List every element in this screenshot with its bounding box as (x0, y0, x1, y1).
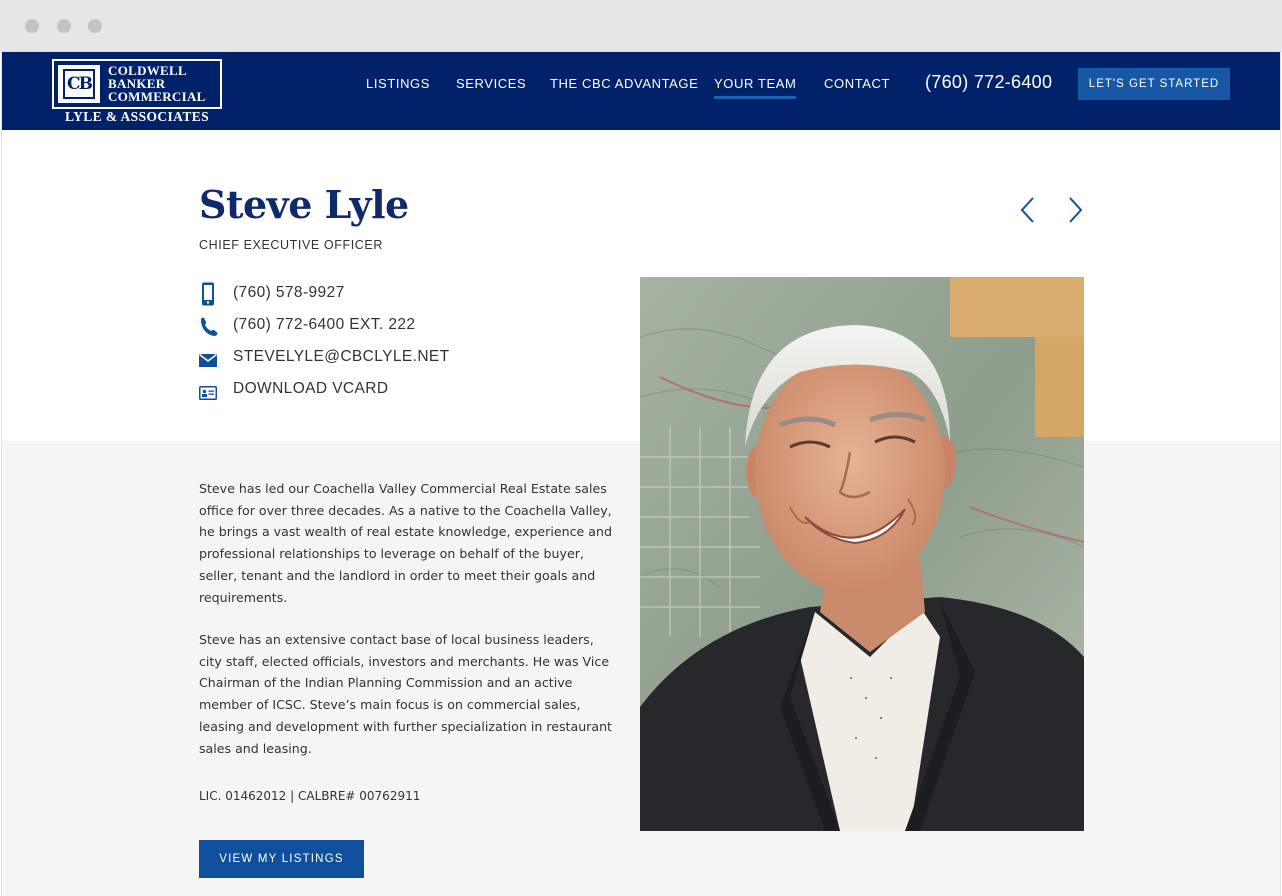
chevron-right-icon[interactable] (1062, 196, 1088, 224)
logo-wordmark (108, 64, 220, 103)
nav-listings[interactable]: LISTINGS (366, 76, 431, 91)
bio-paragraph-2: Steve has an extensive contact base of local business leaders, city staff, elected officials, investors and merchants. He was Vice Chairman of the Indian Planning Commission and an active member of ICSC. Steve’s main focus is on commercial sales, leasing and development with further specialization in restaurant sales and leasing. (199, 632, 612, 756)
id-card-icon (199, 378, 219, 402)
logo-mark (58, 65, 100, 103)
company-logo[interactable] (52, 59, 222, 127)
logo-line-3: COMMERCIAL (108, 89, 206, 104)
view-listings-button[interactable]: VIEW MY LISTINGS (199, 840, 364, 878)
site-header (2, 52, 1280, 130)
logo-line-2: BANKER (108, 76, 166, 91)
license-info: LIC. 01462012 | CALBRE# 00762911 (199, 789, 421, 803)
nav-contact[interactable]: CONTACT (824, 76, 891, 91)
bio-paragraph-1: Steve has led our Coachella Valley Commercial Real Estate sales office for over three decades. As a native to the Coachella Valley, he brings a vast wealth of real estate knowledge, experience and professional relationships to leverage on behalf of the buyer, seller, tenant and the landlord in order to meet their goals and requirements. (199, 481, 612, 605)
nav-cbc-advantage[interactable]: THE CBC ADVANTAGE (550, 76, 699, 91)
browser-chrome (0, 0, 1282, 52)
header-phone-link[interactable]: (760) 772-6400 (925, 72, 1053, 92)
window-zoom-dot[interactable] (88, 19, 102, 33)
profile-name: Steve Lyle (199, 182, 409, 227)
logo-subtitle: LYLE & ASSOCIATES (64, 109, 210, 124)
mobile-phone-icon (199, 282, 219, 306)
window-minimize-dot[interactable] (57, 19, 71, 33)
profile-photo (640, 277, 1084, 831)
nav-your-team[interactable]: YOUR TEAM (714, 76, 797, 91)
get-started-button[interactable]: LET'S GET STARTED (1078, 68, 1230, 100)
email-address: STEVELYLE@CBCLYLE.NET (233, 348, 450, 365)
vcard-download-link: DOWNLOAD VCARD (233, 380, 389, 397)
logo-box (52, 59, 222, 109)
logo-line-1: COLDWELL (108, 63, 187, 78)
nav-services[interactable]: SERVICES (456, 76, 527, 91)
profile-title: CHIEF EXECUTIVE OFFICER (199, 238, 383, 252)
logo-monogram: CB (63, 69, 95, 99)
envelope-icon (199, 346, 219, 370)
mobile-number: (760) 578-9927 (233, 284, 345, 301)
phone-handset-icon (199, 314, 219, 338)
window-close-dot[interactable] (25, 19, 39, 33)
office-number: (760) 772-6400 EXT. 222 (233, 316, 416, 333)
chevron-left-icon[interactable] (1016, 196, 1042, 224)
